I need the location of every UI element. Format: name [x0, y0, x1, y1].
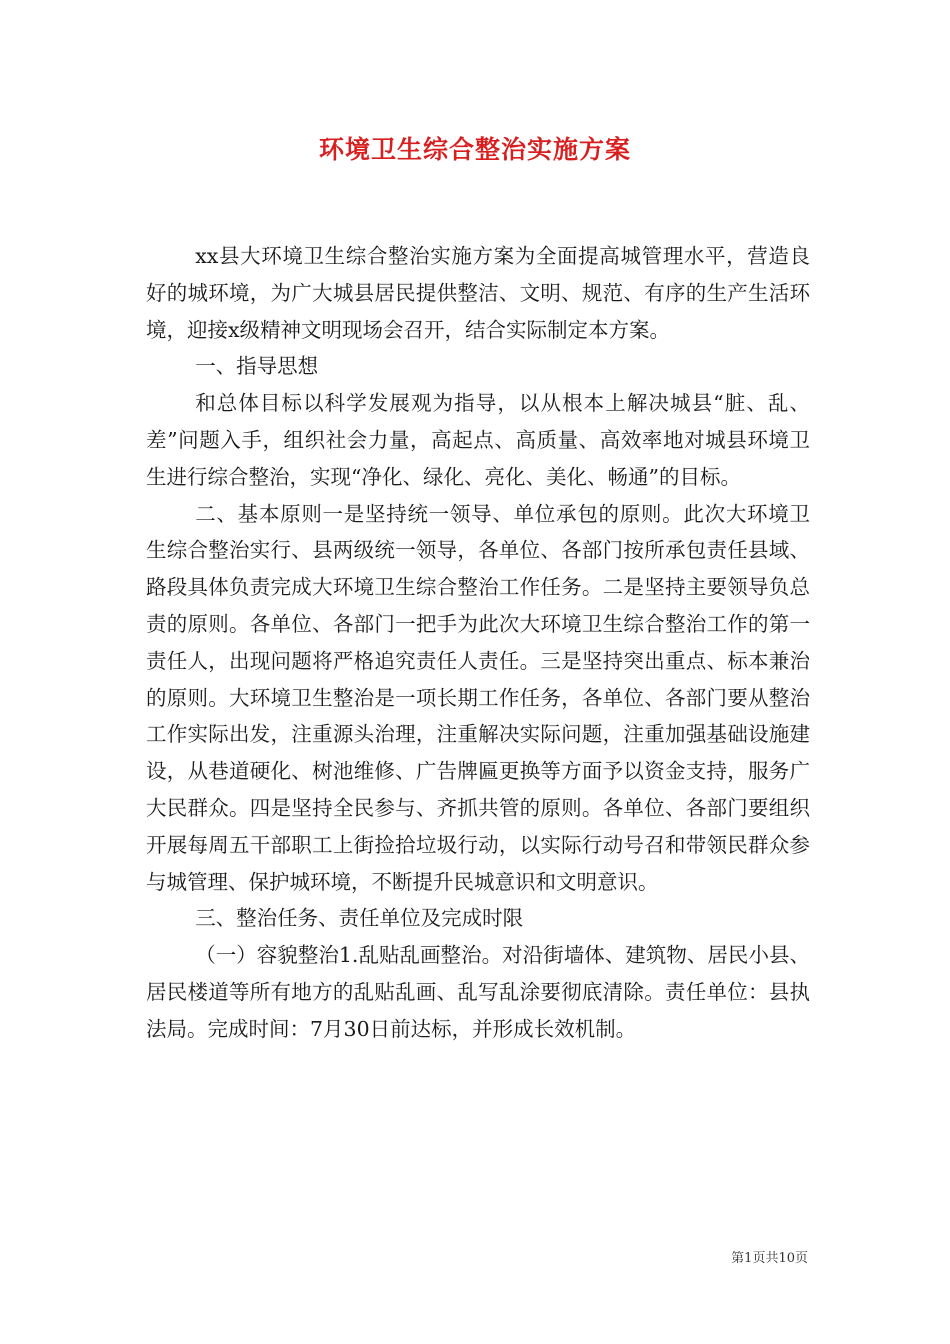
paragraph-overall-goal: 和总体目标以科学发展观为指导，以从根本上解决城县“脏、乱、差”问题入手，组织社会力量，高起点、高质量、高效率地对城县环境卫生进行综合整治，实现“净化、绿化、亮化、美化、畅通”的目标。	[146, 391, 810, 489]
document-body	[146, 238, 810, 1048]
heading-guiding-thought: 一、指导思想	[195, 354, 319, 379]
paragraph-intro: xx县大环境卫生综合整治实施方案为全面提高城管理水平，营造良好的城环境，为广大城县居民提供整洁、文明、规范、有序的生产生活环境，迎接x级精神文明现场会召开，结合实际制定本方案。	[146, 244, 810, 342]
paragraph-appearance-rectification: （一）容貌整治1.乱贴乱画整治。对沿街墙体、建筑物、居民小县、居民楼道等所有地方的乱贴乱画、乱写乱涂要彻底清除。责任单位：县执法局。完成时间：7月30日前达标，并形成长效机制。	[146, 943, 810, 1041]
paragraph-basic-principles: 二、基本原则一是坚持统一领导、单位承包的原则。此次大环境卫生综合整治实行、县两级统一领导，各单位、各部门按所承包责任县域、路段具体负责完成大环境卫生综合整治工作任务。二是坚持主要领导负总责的原则。各单位、各部门一把手为此次大环境卫生综合整治工作的第一责任人，出现问题将严格追究责任人责任。三是坚持突出重点、标本兼治的原则。大环境卫生整治是一项长期工作任务，各单位、各部门要从整治工作实际出发，注重源头治理，注重解决实际问题，注重加强基础设施建设，从巷道硬化、树池维修、广告牌匾更换等方面予以资金支持，服务广大民群众。四是坚持全民参与、齐抓共管的原则。各单位、各部门要组织开展每周五干部职工上街捡拾垃圾行动，以实际行动号召和带领民群众参与城管理、保护城环境，不断提升民城意识和文明意识。	[146, 501, 810, 894]
heading-tasks: 三、整治任务、责任单位及完成时限	[195, 906, 524, 931]
page-number: 第1页共10页	[731, 1251, 808, 1266]
document-title: 环境卫生综合整治实施方案	[318, 135, 631, 164]
